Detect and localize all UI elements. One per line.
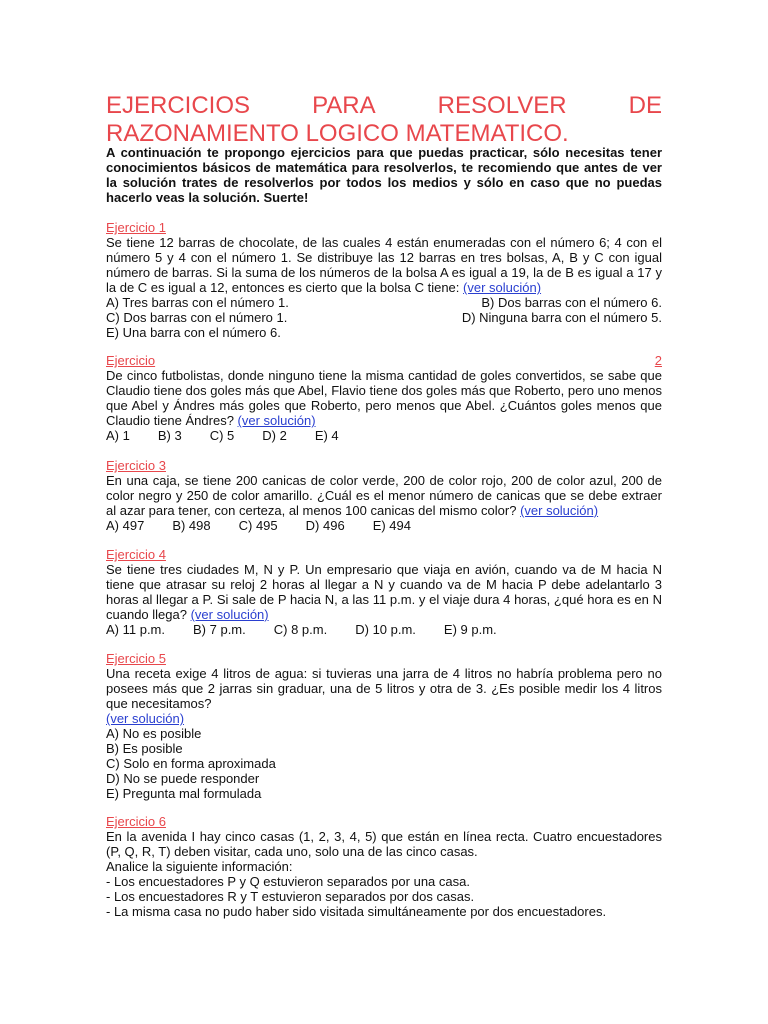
- exercise-4-text: Se tiene tres ciudades M, N y P. Un empresario que viaja en avión, cuando va de M hacia N tiene que atrasar su reloj 2 horas al llegar a N y cuando va de M hacia P debe adelantarlo 3 horas al llegar a P. Si sale de P hacia N, a las 11 p.m. y el viaje dura 4 horas, ¿qué hora es en N cuando llega? (ver solución): [106, 562, 662, 622]
- ver-solucion-link[interactable]: (ver solución): [190, 607, 269, 622]
- exercise-5-title: Ejercicio 5: [106, 651, 166, 666]
- title-line-1: EJERCICIOS PARA RESOLVER DE: [106, 92, 662, 119]
- exercise-3: [106, 458, 662, 533]
- exercise-2-options: A) 1 B) 3 C) 5 D) 2 E) 4: [106, 428, 339, 443]
- exercise-1: [106, 220, 662, 340]
- exercise-5-text: Una receta exige 4 litros de agua: si tuvieras una jarra de 4 litros no habría problema pero no posees más que 2 jarras sin graduar, una de 5 litros y otra de 3. ¿Es posible medir los 4 litros que necesitamos?: [106, 666, 662, 711]
- page-title: [106, 92, 662, 148]
- exercise-3-options: A) 497 B) 498 C) 495 D) 496 E) 494: [106, 518, 411, 533]
- exercise-5-option-e: E) Pregunta mal formulada: [106, 786, 262, 801]
- exercise-6-line: Analice la siguiente información:: [106, 859, 293, 874]
- exercise-1-options-row-2: C) Dos barras con el número 1. D) Ninguna barra con el número 5.: [106, 310, 662, 325]
- exercise-5-option-b: B) Es posible: [106, 741, 183, 756]
- exercise-6-text: En la avenida I hay cinco casas (1, 2, 3, 4, 5) que están en línea recta. Cuatro encuestadores (P, Q, R, T) deben visitar, cada uno, solo una de las cinco casas.: [106, 829, 662, 859]
- exercise-6-title: Ejercicio 6: [106, 814, 166, 829]
- exercise-3-title: Ejercicio 3: [106, 458, 166, 473]
- exercise-4: [106, 547, 662, 637]
- exercise-2-text: De cinco futbolistas, donde ninguno tiene la misma cantidad de goles convertidos, se sabe que Claudio tiene dos goles más que Abel, Flavio tiene dos goles más que Roberto, pero uno menos que Abel y Ándres más goles que Roberto, pero menos que Abel. ¿Cuántos goles menos que Claudio tiene Ándres? (ver solución): [106, 368, 662, 428]
- exercise-5-option-a: A) No es posible: [106, 726, 202, 741]
- intro-paragraph: A continuación te propongo ejercicios para que puedas practicar, sólo necesitas tener conocimientos básicos de matemática para resolverlos, te recomiendo que antes de ver la solución trates de resolverlos por todos los medios y sólo en caso que no puedas hacerlo veas la solución. Suerte!: [106, 145, 662, 205]
- exercise-6-line: - Los encuestadores R y T estuvieron separados por dos casas.: [106, 889, 475, 904]
- exercise-6: [106, 814, 662, 919]
- exercise-4-title: Ejercicio 4: [106, 547, 166, 562]
- exercise-5-option-c: C) Solo en forma aproximada: [106, 756, 276, 771]
- exercise-5-option-d: D) No se puede responder: [106, 771, 260, 786]
- ver-solucion-link[interactable]: (ver solución): [106, 711, 185, 726]
- exercise-2: [106, 353, 662, 443]
- ver-solucion-link[interactable]: (ver solución): [463, 280, 542, 295]
- exercise-6-line: - Los encuestadores P y Q estuvieron separados por una casa.: [106, 874, 470, 889]
- exercise-4-options: A) 11 p.m. B) 7 p.m. C) 8 p.m. D) 10 p.m. E) 9 p.m.: [106, 622, 497, 637]
- ver-solucion-link[interactable]: (ver solución): [237, 413, 316, 428]
- exercise-3-text: En una caja, se tiene 200 canicas de color verde, 200 de color rojo, 200 de color azul, 200 de color negro y 250 de color amarillo. ¿Cuál es el menor número de canicas que se debe extraer al azar para tener, con certeza, al menos 100 canicas del mismo color? (ver solución): [106, 473, 662, 518]
- title-line-2: RAZONAMIENTO LOGICO MATEMATICO.: [106, 120, 569, 147]
- exercise-1-title: Ejercicio 1: [106, 220, 166, 235]
- exercise-1-options-row-1: A) Tres barras con el número 1. B) Dos barras con el número 6.: [106, 295, 662, 310]
- exercise-2-title: Ejercicio 2: [106, 353, 662, 368]
- ver-solucion-link[interactable]: (ver solución): [520, 503, 599, 518]
- exercise-6-line: - La misma casa no pudo haber sido visitada simultáneamente por dos encuestadores.: [106, 904, 607, 919]
- exercise-1-text: Se tiene 12 barras de chocolate, de las cuales 4 están enumeradas con el número 6; 4 con el número 5 y 4 con el número 1. Se distribuye las 12 barras en tres bolsas, A, B y C con igual número de barras. Si la suma de los números de la bolsa A es igual a 19, la de B es igual a 17 y la de C es igual a 12, entonces es cierto que la bolsa C tiene: (ver solución): [106, 235, 662, 295]
- exercise-5: [106, 651, 662, 801]
- exercise-1-option-e: E) Una barra con el número 6.: [106, 325, 281, 340]
